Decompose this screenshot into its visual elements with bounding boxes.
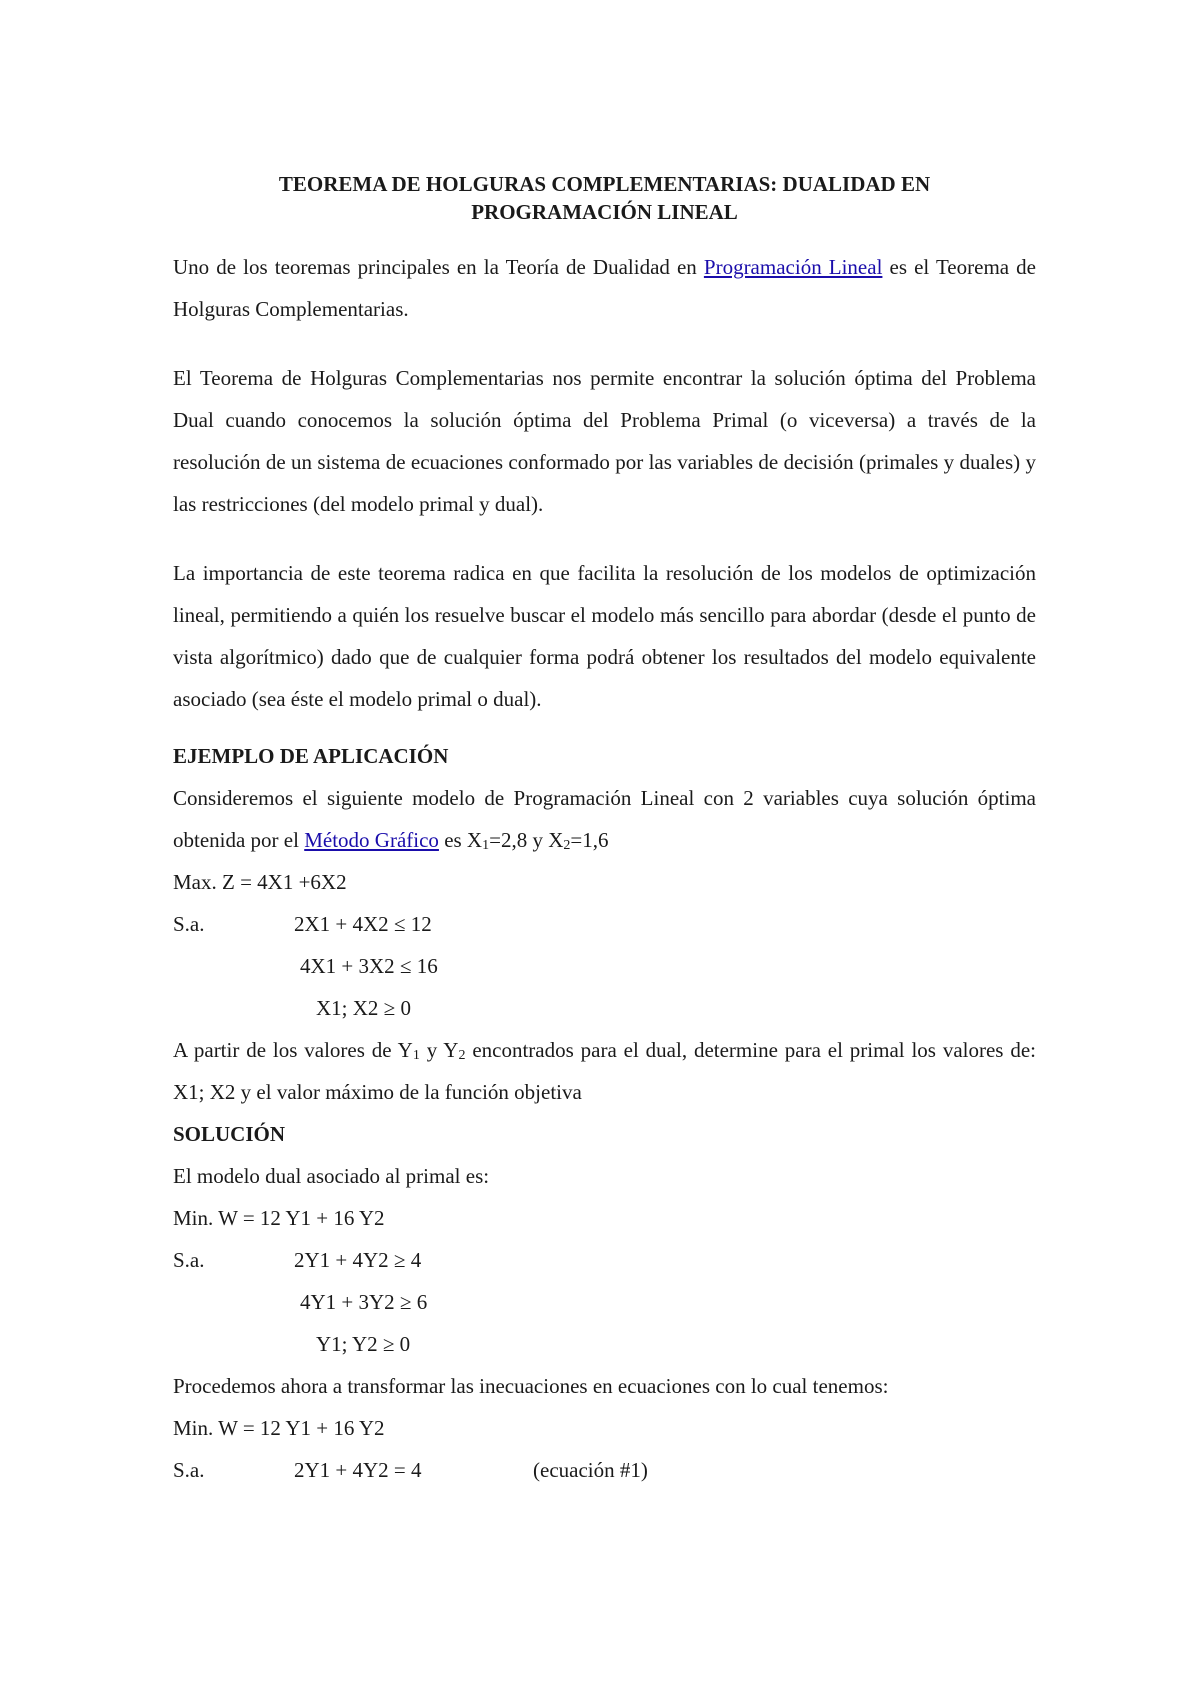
paragraph-theorem-description: El Teorema de Holguras Complementarias nos permite encontrar la solución óptima del Problema Dual cuando conocemos la solución óptima del Problema Primal (o viceversa) a través de la resolución de un sistema de ecuaciones conformado por las variables de decisión (primales y duales) y las restricciones (del modelo primal y dual). (173, 366, 1036, 516)
dual-constraint-3: Y1; Y2 ≥ 0 (316, 1332, 411, 1356)
dual-constraint-1: S.a. 2Y1 + 4Y2 ≥ 4 (173, 1239, 1036, 1281)
paragraph-intro: Uno de los teoremas principales en la Teoría de Dualidad en Programación Lineal es el Teorema de Holguras Complementarias. (173, 255, 1036, 321)
primal-objective: Max. Z = 4X1 +6X2 (173, 870, 347, 894)
heading-ejemplo: EJEMPLO DE APLICACIÓN (173, 744, 449, 768)
sa-label: S.a. (173, 1248, 205, 1272)
document-body (173, 170, 1036, 1491)
title-line-1: TEOREMA DE HOLGURAS COMPLEMENTARIAS: DUALIDAD EN (278, 172, 931, 196)
paragraph-task: A partir de los valores de $Y_1$ y $Y_2$ encontrados para el dual, determine para el primal los valores de: X1; X2 y el valor máximo de la función objetiva (173, 1038, 1036, 1104)
dual-intro: El modelo dual asociado al primal es: (173, 1164, 490, 1188)
transform-intro: Procedemos ahora a transformar las inecuaciones en ecuaciones con lo cual tenemos: (173, 1374, 889, 1398)
equation-note: (ecuación #1) (533, 1458, 648, 1482)
primal-constraint-3: X1; X2 ≥ 0 (316, 996, 411, 1020)
paragraph-importance: La importancia de este teorema radica en que facilita la resolución de los modelos de optimización lineal, permitiendo a quién los resuelve buscar el modelo más sencillo para abordar (desde el punto de vista algorítmico) dado que de cualquier forma podrá obtener los resultados del modelo equivalente asociado (sea éste el modelo primal o dual). (173, 561, 1036, 711)
heading-solucion: SOLUCIÓN (173, 1122, 286, 1146)
dual-eq-constraint-1: S.a. 2Y1 + 4Y2 = 4 (ecuación #1) (173, 1449, 1036, 1491)
document-title (173, 170, 1036, 226)
link-metodo-grafico[interactable]: Método Gráfico (304, 828, 439, 852)
dual-objective: Min. W = 12 Y1 + 16 Y2 (173, 1206, 385, 1230)
title-line-2: PROGRAMACIÓN LINEAL (471, 200, 738, 224)
sa-label: S.a. (173, 1458, 205, 1482)
primal-constraint-1: S.a. 2X1 + 4X2 ≤ 12 (173, 903, 1036, 945)
link-programacion-lineal[interactable]: Programación Lineal (703, 255, 883, 279)
primal-constraint-2: 4X1 + 3X2 ≤ 16 (300, 954, 438, 978)
paragraph-example-intro: Consideremos el siguiente modelo de Programación Lineal con 2 variables cuya solución óptima obtenida por el Método Gráfico es $X_1=2,8$ y $X_2=1,6$ (173, 786, 1036, 853)
sa-label: S.a. (173, 912, 205, 936)
dual-eq-objective: Min. W = 12 Y1 + 16 Y2 (173, 1416, 385, 1440)
dual-constraint-2: 4Y1 + 3Y2 ≥ 6 (300, 1290, 428, 1314)
